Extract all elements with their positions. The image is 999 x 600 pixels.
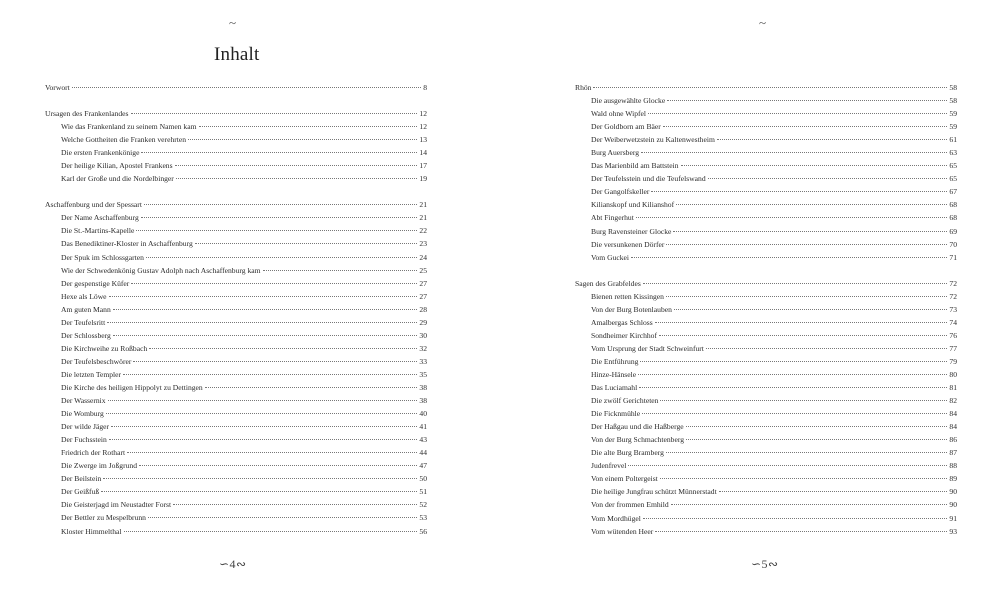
dot-leader	[641, 151, 947, 153]
toc-entry-title: Am guten Mann	[61, 304, 111, 314]
toc-page-number: 79	[949, 356, 957, 366]
dot-leader	[676, 203, 947, 205]
dot-leader	[263, 269, 418, 271]
dot-leader	[113, 334, 418, 336]
toc-entry-row	[575, 172, 957, 185]
dot-leader	[131, 112, 418, 114]
toc-entry-title: Vom Guckei	[591, 252, 630, 262]
dot-leader	[681, 164, 948, 166]
toc-page-number: 27	[419, 291, 427, 301]
toc-entry-title: Der heilige Kilian, Apostel Frankens	[61, 161, 173, 171]
toc-entry-row	[575, 316, 957, 329]
toc-section-row	[575, 81, 957, 94]
toc-page-number: 59	[949, 122, 957, 132]
toc-entry-row	[45, 355, 427, 368]
toc-entry-row	[575, 381, 957, 394]
toc-page-number: 71	[949, 252, 957, 262]
toc-page-number: 89	[949, 474, 957, 484]
toc-page-number: 88	[949, 461, 957, 471]
toc-entry-row	[575, 342, 957, 355]
dot-leader	[648, 112, 947, 114]
toc-page-number: 22	[419, 226, 427, 236]
dot-leader	[666, 243, 947, 245]
toc-entry-title: Amalbergas Schloss	[591, 317, 653, 327]
toc-entry-row	[575, 290, 957, 303]
toc-entry-row	[45, 368, 427, 381]
toc-entry-row	[575, 394, 957, 407]
dot-leader	[643, 282, 948, 284]
toc-page-number: 21	[419, 213, 427, 223]
toc-entry-row	[575, 146, 957, 159]
toc-entry-row	[45, 133, 427, 146]
toc-entry-title: Die Kirche des heiligen Hippolyt zu Dettingen	[61, 382, 203, 392]
toc-entry-title: Der Name Aschaffenburg	[61, 213, 139, 223]
dot-leader	[101, 490, 417, 492]
toc-page-number: 72	[949, 291, 957, 301]
toc-entry-title: Das Marienbild am Battstein	[591, 161, 679, 171]
toc-page-number: 65	[949, 161, 957, 171]
toc-entry-row	[45, 303, 427, 316]
toc-entry-title: Der Fuchsstein	[61, 435, 107, 445]
page-number: ∽5∾	[751, 557, 779, 571]
toc-entry-row	[575, 459, 957, 472]
toc-entry-row	[45, 342, 427, 355]
toc-page-number: 81	[949, 383, 957, 393]
toc-entry-title: Hinze-Hänsele	[591, 369, 637, 379]
dot-leader	[643, 517, 948, 519]
toc-section-row	[45, 198, 427, 211]
toc-page-number: 87	[949, 448, 957, 458]
dot-leader	[108, 399, 418, 401]
toc-page-number: 77	[949, 343, 957, 353]
toc-page-number: 25	[419, 265, 427, 275]
toc-entry-row	[45, 525, 427, 538]
toc-entry-title: Kloster Himmelthal	[61, 526, 122, 536]
toc-page-number: 17	[419, 161, 427, 171]
toc-entry-title: Wie der Schwedenkönig Gustav Adolph nach Aschaffenburg kam	[61, 265, 261, 275]
table-of-contents	[45, 81, 427, 538]
toc-entry-title: Die St.-Martins-Kapelle	[61, 226, 135, 236]
toc-entry-row	[45, 120, 427, 133]
dot-leader	[111, 425, 417, 427]
toc-entry-title: Der Teufelsbeschwörer	[61, 356, 132, 366]
toc-entry-row	[45, 251, 427, 264]
toc-page-number: 53	[419, 513, 427, 523]
toc-entry-title: Der Gangolfskeller	[591, 187, 650, 197]
toc-entry-row	[575, 120, 957, 133]
toc-entry-title: Hexe als Löwe	[61, 291, 107, 301]
dot-leader	[113, 308, 418, 310]
toc-entry-row	[575, 420, 957, 433]
toc-page-number: 67	[949, 187, 957, 197]
toc-entry-row	[575, 433, 957, 446]
toc-page-number: 33	[419, 356, 427, 366]
toc-entry-title: Die ersten Frankenkönige	[61, 148, 140, 158]
toc-page-number: 29	[419, 317, 427, 327]
dot-leader	[103, 477, 417, 479]
toc-entry-title: Burg Ravensteiner Glocke	[591, 226, 672, 236]
toc-page-number: 12	[419, 109, 427, 119]
toc-entry-title: Von der Burg Botenlauben	[591, 304, 672, 314]
toc-entry-title: Karl der Große und die Nordelbinger	[61, 174, 174, 184]
dot-leader	[663, 125, 948, 127]
toc-entry-row	[45, 224, 427, 237]
toc-page-number: 80	[949, 369, 957, 379]
toc-page-number: 47	[419, 461, 427, 471]
toc-page-number: 38	[419, 396, 427, 406]
toc-entry-row	[575, 107, 957, 120]
toc-page-number: 19	[419, 174, 427, 184]
toc-page-number: 8	[423, 83, 427, 92]
toc-page-number: 84	[949, 409, 957, 419]
toc-page-number: 40	[419, 409, 427, 419]
toc-page-number: 72	[949, 278, 957, 288]
dot-leader	[173, 503, 417, 505]
toc-page-number: 69	[949, 226, 957, 236]
toc-page-number: 91	[949, 513, 957, 523]
dot-leader	[686, 438, 947, 440]
dot-leader	[631, 256, 947, 258]
toc-entry-row	[45, 211, 427, 224]
toc-entry-title: Der Haßgau und die Haßberge	[591, 422, 684, 432]
dot-leader	[72, 86, 421, 88]
toc-entry-title: Der Weiberwetzstein zu Kaltenwestheim	[591, 135, 715, 145]
toc-entry-row	[45, 381, 427, 394]
toc-page-number: 61	[949, 135, 957, 145]
dot-leader	[124, 530, 418, 532]
toc-entry-row	[575, 211, 957, 224]
dot-leader	[666, 451, 948, 453]
right-page	[500, 0, 999, 600]
toc-page-number: 70	[949, 239, 957, 249]
toc-entry-title: Vom Ursprung der Stadt Schweinfurt	[591, 343, 704, 353]
dot-leader	[107, 321, 417, 323]
dot-leader	[639, 386, 947, 388]
toc-entry-row	[575, 472, 957, 485]
toc-entry-row	[575, 355, 957, 368]
toc-page-number: 14	[419, 148, 427, 158]
toc-entry-row	[45, 511, 427, 524]
dot-leader	[593, 86, 947, 88]
toc-entry-row	[575, 159, 957, 172]
toc-page-number: 50	[419, 474, 427, 484]
toc-entry-row	[575, 251, 957, 264]
toc-entry-title: Welche Gottheiten die Franken verehrten	[61, 135, 187, 145]
toc-entry-title: Bienen retten Kissingen	[591, 291, 664, 301]
toc-section-title: Vorwort	[45, 83, 70, 92]
toc-page-number: 59	[949, 109, 957, 119]
toc-entry-title: Von einem Poltergeist	[591, 474, 658, 484]
toc-page-number: 58	[949, 83, 957, 92]
toc-page-number: 63	[949, 148, 957, 158]
toc-entry-row	[45, 237, 427, 250]
toc-entry-title: Von der Burg Schmachtenberg	[591, 435, 685, 445]
toc-entry-row	[45, 446, 427, 459]
dot-leader	[109, 438, 418, 440]
toc-page-number: 73	[949, 304, 957, 314]
dot-leader	[674, 308, 947, 310]
toc-page-number: 43	[419, 435, 427, 445]
toc-page-number: 90	[949, 500, 957, 510]
page-number: ∽4∾	[219, 557, 247, 571]
top-ornament: ~	[759, 15, 767, 30]
dot-leader	[175, 164, 418, 166]
toc-entry-row	[45, 459, 427, 472]
dot-leader	[195, 242, 418, 244]
toc-entry-row	[575, 198, 957, 211]
dot-leader	[149, 347, 417, 349]
toc-entry-row	[45, 172, 427, 185]
toc-section-title: Ursagen des Frankenlandes	[45, 109, 129, 119]
dot-leader	[673, 230, 947, 232]
toc-page-number: 23	[419, 239, 427, 249]
toc-page-number: 32	[419, 343, 427, 353]
toc-page-number: 51	[419, 487, 427, 497]
toc-entry-title: Die Ficknmühle	[591, 409, 641, 419]
toc-page-number: 82	[949, 396, 957, 406]
toc-entry-row	[575, 498, 957, 511]
top-ornament: ~	[229, 15, 237, 30]
toc-entry-title: Der Schlossberg	[61, 330, 111, 340]
toc-entry-row	[575, 485, 957, 498]
toc-page-number: 30	[419, 330, 427, 340]
dot-leader	[636, 216, 948, 218]
dot-leader	[660, 477, 948, 479]
toc-section-title: Rhön	[575, 83, 592, 92]
dot-leader	[642, 412, 947, 414]
toc-entry-row	[575, 407, 957, 420]
toc-entry-row	[45, 264, 427, 277]
dot-leader	[131, 282, 417, 284]
toc-page-number: 90	[949, 487, 957, 497]
dot-leader	[686, 425, 948, 427]
dot-leader	[706, 347, 947, 349]
toc-entry-row	[575, 446, 957, 459]
toc-entry-row	[45, 329, 427, 342]
toc-entry-title: Der wilde Jäger	[61, 422, 110, 432]
toc-page-number: 24	[419, 252, 427, 262]
toc-entry-title: Abt Fingerhut	[591, 213, 634, 223]
toc-entry-title: Burg Auersberg	[591, 148, 640, 158]
toc-entry-title: Die Kirchweihe zu Roßbach	[61, 343, 148, 353]
dot-leader	[148, 516, 417, 518]
toc-page-number: 38	[419, 382, 427, 392]
toc-entry-title: Der Geißfuß	[61, 487, 100, 497]
toc-entry-row	[575, 368, 957, 381]
toc-entry-title: Wald ohne Wipfel	[591, 109, 647, 119]
toc-entry-title: Der Teufelsstein und die Teufelswand	[591, 174, 706, 184]
toc-entry-row	[575, 185, 957, 198]
toc-section-row	[45, 107, 427, 120]
dot-leader	[666, 295, 947, 297]
dot-leader	[199, 125, 418, 127]
toc-entry-title: Der gespenstige Küfer	[61, 278, 130, 288]
toc-page-number: 52	[419, 500, 427, 510]
toc-entry-title: Die Zwerge im Joßgrund	[61, 461, 137, 471]
toc-entry-row	[45, 407, 427, 420]
toc-page-number: 93	[949, 526, 957, 536]
toc-entry-title: Vom wütenden Heer	[591, 526, 654, 536]
toc-page-number: 68	[949, 213, 957, 223]
dot-leader	[640, 360, 947, 362]
toc-page-number: 84	[949, 422, 957, 432]
dot-leader	[719, 490, 948, 492]
toc-entry-title: Der Spuk im Schlossgarten	[61, 252, 144, 262]
toc-page-number: 41	[419, 422, 427, 432]
toc-page-number: 86	[949, 435, 957, 445]
toc-page-number: 58	[949, 96, 957, 106]
toc-entry-row	[575, 238, 957, 251]
toc-entry-row	[575, 303, 957, 316]
toc-entry-title: Die Womburg	[61, 409, 104, 419]
dot-leader	[123, 373, 417, 375]
toc-entry-row	[575, 525, 957, 538]
toc-entry-title: Der Bettler zu Mespelbrunn	[61, 513, 146, 523]
toc-entry-title: Kilianskopf und Kilianshof	[591, 200, 675, 210]
toc-section-row	[45, 81, 427, 94]
toc-entry-row	[45, 394, 427, 407]
left-page	[0, 0, 499, 600]
toc-entry-title: Die ausgewählte Glocke	[591, 96, 666, 106]
dot-leader	[106, 412, 418, 414]
toc-entry-row	[575, 512, 957, 525]
dot-leader	[109, 295, 418, 297]
toc-entry-row	[45, 290, 427, 303]
dot-leader	[717, 138, 948, 140]
toc-entry-row	[45, 420, 427, 433]
dot-leader	[708, 177, 948, 179]
dot-leader	[146, 256, 418, 258]
toc-entry-title: Von der frommen Emhild	[591, 500, 669, 510]
toc-entry-title: Das Benediktiner-Kloster in Aschaffenburg	[61, 239, 193, 249]
toc-entry-title: Der Beilstein	[61, 474, 102, 484]
toc-entry-row	[45, 472, 427, 485]
toc-section-row	[575, 277, 957, 290]
toc-entry-row	[575, 225, 957, 238]
toc-entry-row	[45, 485, 427, 498]
dot-leader	[660, 399, 947, 401]
toc-entry-row	[45, 159, 427, 172]
dot-leader	[136, 229, 417, 231]
dot-leader	[638, 373, 947, 375]
page-title: Inhalt	[214, 44, 260, 65]
toc-entry-row	[575, 94, 957, 107]
toc-entry-title: Die versunkenen Dörfer	[591, 239, 665, 249]
dot-leader	[628, 464, 947, 466]
dot-leader	[141, 216, 418, 218]
toc-entry-title: Der Teufelsritt	[61, 317, 106, 327]
toc-entry-title: Vom Mordhügel	[591, 513, 641, 523]
dot-leader	[655, 530, 947, 532]
toc-page-number: 21	[419, 200, 427, 210]
dot-leader	[188, 138, 417, 140]
toc-page-number: 28	[419, 304, 427, 314]
dot-leader	[655, 321, 948, 323]
toc-entry-title: Der Wassernix	[61, 396, 106, 406]
toc-entry-title: Friedrich der Rothart	[61, 448, 126, 458]
dot-leader	[671, 503, 948, 505]
dot-leader	[144, 203, 417, 205]
toc-entry-title: Die zwölf Gerichteten	[591, 396, 659, 406]
toc-entry-title: Die Entführung	[591, 356, 639, 366]
toc-entry-row	[45, 433, 427, 446]
toc-page-number: 12	[419, 122, 427, 132]
dot-leader	[176, 177, 418, 179]
toc-page-number: 65	[949, 174, 957, 184]
toc-page-number: 76	[949, 330, 957, 340]
toc-entry-row	[45, 146, 427, 159]
toc-page-number: 27	[419, 278, 427, 288]
dot-leader	[139, 464, 417, 466]
toc-entry-title: Die alte Burg Bramberg	[591, 448, 664, 458]
toc-page-number: 44	[419, 448, 427, 458]
toc-entry-title: Die heilige Jungfrau schützt Münnerstadt	[591, 487, 717, 497]
table-of-contents	[575, 81, 957, 538]
dot-leader	[667, 99, 947, 101]
dot-leader	[141, 151, 417, 153]
dot-leader	[133, 360, 417, 362]
toc-section-title: Aschaffenburg und der Spessart	[45, 200, 142, 210]
toc-section-title: Sagen des Grabfeldes	[575, 278, 641, 288]
dot-leader	[651, 190, 947, 192]
toc-entry-row	[45, 277, 427, 290]
toc-entry-title: Judenfrevel	[591, 461, 627, 471]
dot-leader	[659, 334, 947, 336]
toc-page-number: 35	[419, 369, 427, 379]
toc-entry-row	[575, 329, 957, 342]
toc-page-number: 13	[419, 135, 427, 145]
toc-page-number: 68	[949, 200, 957, 210]
toc-entry-row	[45, 316, 427, 329]
dot-leader	[205, 386, 418, 388]
toc-page-number: 56	[419, 526, 427, 536]
toc-page-number: 74	[949, 317, 957, 327]
toc-entry-title: Der Goldborn am Bäer	[591, 122, 661, 132]
toc-entry-title: Die letzten Templer	[61, 369, 122, 379]
toc-entry-title: Sondheimer Kirchhof	[591, 330, 658, 340]
toc-entry-title: Das Luciamahl	[591, 383, 638, 393]
dot-leader	[127, 451, 417, 453]
toc-entry-row	[45, 498, 427, 511]
toc-entry-title: Wie das Frankenland zu seinem Namen kam	[61, 122, 197, 132]
toc-entry-title: Die Geisterjagd im Neustadter Forst	[61, 500, 172, 510]
toc-entry-row	[575, 133, 957, 146]
